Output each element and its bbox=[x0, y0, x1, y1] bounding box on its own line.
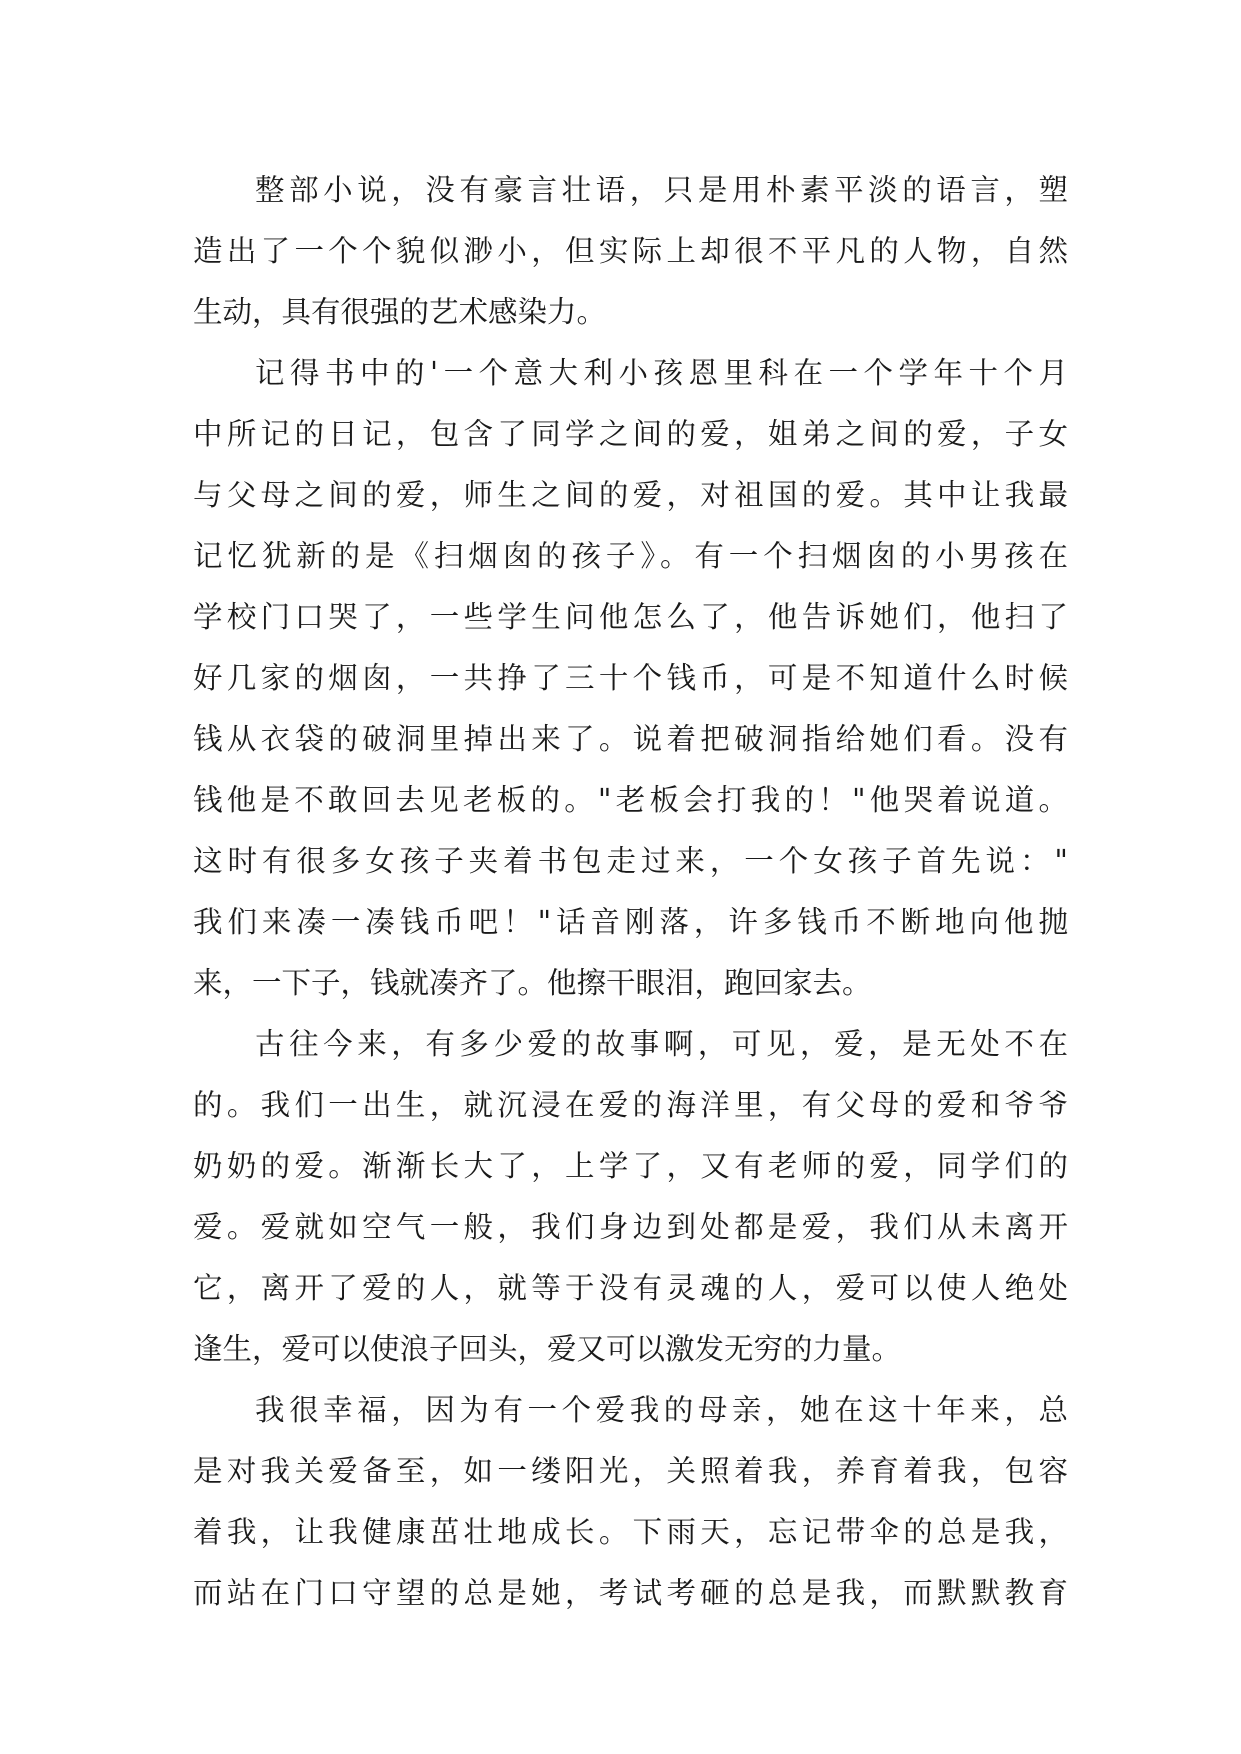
text-line: 它，离开了爱的人，就等于没有灵魂的人，爱可以使人绝处 bbox=[193, 1271, 1068, 1305]
text-line: 是对我关爱备至，如一缕阳光，关照着我，养育着我，包容 bbox=[193, 1454, 1068, 1488]
text-line: 爱。爱就如空气一般，我们身边到处都是爱，我们从未离开 bbox=[193, 1210, 1068, 1244]
paragraph-4 bbox=[193, 1380, 1068, 1624]
text-line: 造出了一个个貌似渺小，但实际上却很不平凡的人物，自然 bbox=[193, 234, 1068, 268]
text-line: 我很幸福，因为有一个爱我的母亲，她在这十年来，总 bbox=[255, 1393, 1068, 1427]
text-line: 而站在门口守望的总是她，考试考砸的总是我，而默默教育 bbox=[193, 1576, 1068, 1610]
text-line: 这时有很多女孩子夹着书包走过来，一个女孩子首先说：" bbox=[193, 844, 1068, 878]
text-line: 整部小说，没有豪言壮语，只是用朴素平淡的语言，塑 bbox=[255, 173, 1068, 207]
text-line: 奶奶的爱。渐渐长大了，上学了，又有老师的爱，同学们的 bbox=[193, 1149, 1068, 1183]
text-line: 逢生，爱可以使浪子回头，爱又可以激发无穷的力量。 bbox=[193, 1332, 902, 1366]
text-line: 与父母之间的爱，师生之间的爱，对祖国的爱。其中让我最 bbox=[193, 478, 1068, 512]
text-line: 记得书中的'一个意大利小孩恩里科在一个学年十个月 bbox=[255, 356, 1068, 390]
text-line: 中所记的日记，包含了同学之间的爱，姐弟之间的爱，子女 bbox=[193, 417, 1068, 451]
text-line: 生动，具有很强的艺术感染力。 bbox=[193, 295, 607, 329]
body-text bbox=[193, 160, 1068, 1624]
text-line: 古往今来，有多少爱的故事啊，可见，爱，是无处不在 bbox=[255, 1027, 1068, 1061]
text-line: 来，一下子，钱就凑齐了。他擦干眼泪，跑回家去。 bbox=[193, 966, 872, 1000]
paragraph-2 bbox=[193, 343, 1068, 1014]
paragraph-3 bbox=[193, 1014, 1068, 1380]
text-line: 我们来凑一凑钱币吧！"话音刚落，许多钱币不断地向他抛 bbox=[193, 905, 1068, 939]
text-line: 学校门口哭了，一些学生问他怎么了，他告诉她们，他扫了 bbox=[193, 600, 1068, 634]
text-line: 着我，让我健康茁壮地成长。下雨天，忘记带伞的总是我， bbox=[193, 1515, 1068, 1549]
text-line: 好几家的烟囱，一共挣了三十个钱币，可是不知道什么时候 bbox=[193, 661, 1068, 695]
text-line: 钱他是不敢回去见老板的。"老板会打我的！"他哭着说道。 bbox=[193, 783, 1068, 817]
text-line: 的。我们一出生，就沉浸在爱的海洋里，有父母的爱和爷爷 bbox=[193, 1088, 1068, 1122]
text-line: 钱从衣袋的破洞里掉出来了。说着把破洞指给她们看。没有 bbox=[193, 722, 1068, 756]
text-line: 记忆犹新的是《扫烟囱的孩子》。有一个扫烟囱的小男孩在 bbox=[193, 539, 1068, 573]
paragraph-1 bbox=[193, 160, 1068, 343]
